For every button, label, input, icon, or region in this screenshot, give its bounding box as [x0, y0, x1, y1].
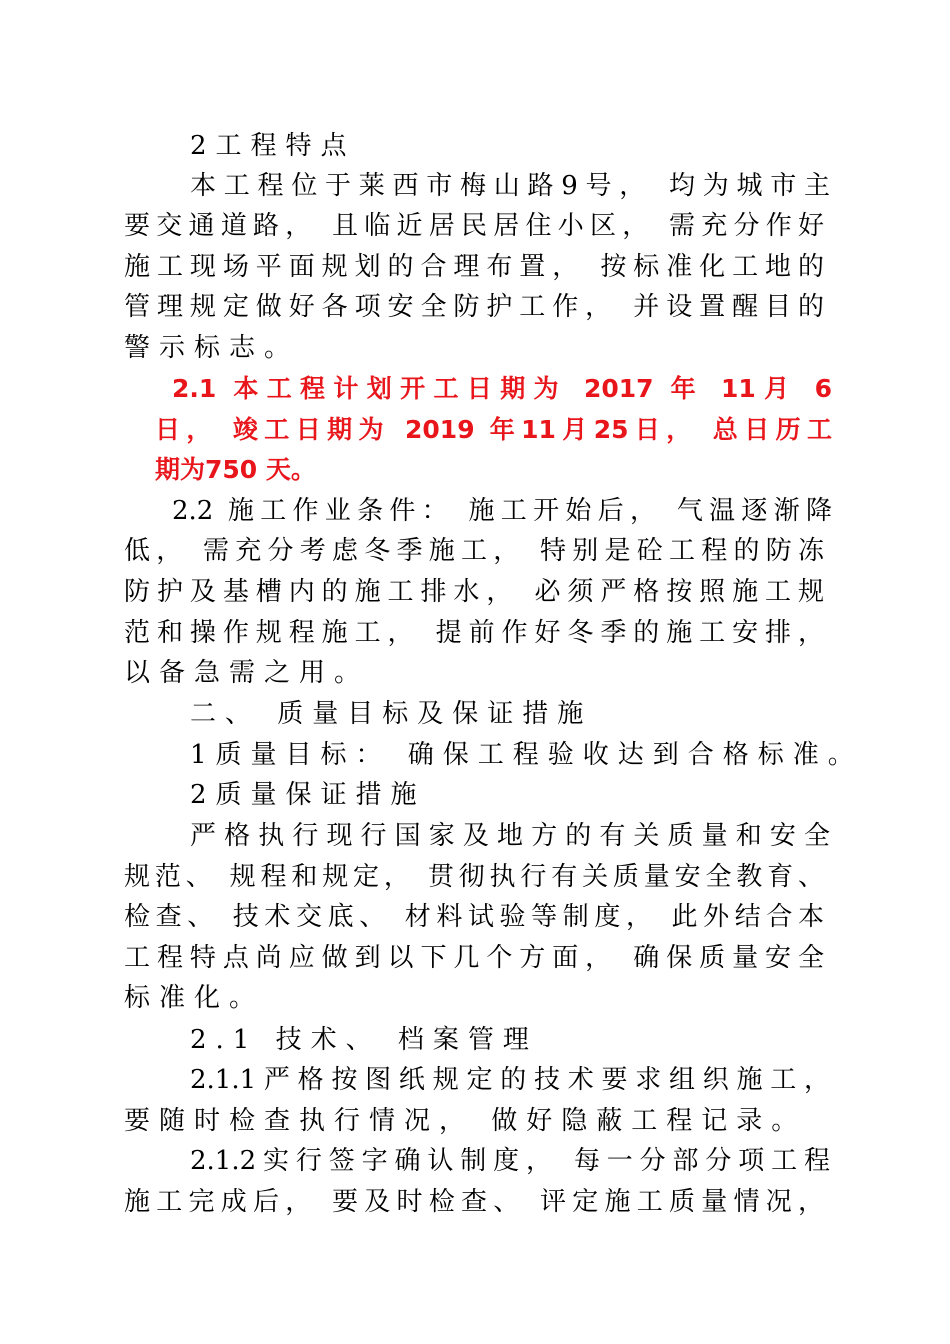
paragraph-line: 施工完成后， 要及时检查、 评定施工质量情况， [124, 1187, 824, 1217]
highlighted-schedule-line: 日， 竣工日期为 2019 年11月25日， 总日历工 [155, 415, 832, 444]
paragraph-line: 警示标志。 [124, 333, 300, 363]
paragraph-line: 范和操作规程施工， 提前作好冬季的施工安排， [124, 618, 824, 648]
paragraph-line: 2.1.2实行签字确认制度， 每一分部分项工程 [190, 1146, 830, 1176]
paragraph-line: 以备急需之用。 [124, 658, 370, 688]
paragraph-line: 标准化。 [124, 983, 265, 1013]
section-heading: 2.1 技术、 档案管理 [190, 1025, 538, 1055]
section-heading: 2工程特点 [190, 131, 356, 161]
section-heading: 2质量保证措施 [190, 780, 426, 810]
section-heading: 二、 质量目标及保证措施 [190, 699, 593, 729]
highlighted-schedule-line: 期为750 天。 [155, 455, 316, 484]
paragraph-line: 要随时检查执行情况， 做好隐蔽工程记录。 [124, 1106, 807, 1136]
paragraph-line: 要交通道路， 且临近居民居住小区， 需充分作好 [124, 211, 824, 241]
paragraph-line: 检查、 技术交底、 材料试验等制度， 此外结合本 [124, 902, 824, 932]
paragraph-line: 严格执行现行国家及地方的有关质量和安全 [190, 821, 830, 851]
paragraph-line: 防护及基槽内的施工排水， 必须严格按照施工规 [124, 577, 824, 607]
paragraph-line: 规范、 规程和规定， 贯彻执行有关质量安全教育、 [124, 862, 824, 892]
paragraph-line: 低， 需充分考虑冬季施工， 特别是砼工程的防冻 [124, 536, 824, 566]
highlighted-schedule-line: 2.1 本工程计划开工日期为 2017 年 11月 6 [172, 374, 832, 403]
paragraph-line: 本工程位于莱西市梅山路9号， 均为城市主 [190, 171, 830, 201]
paragraph-line: 1质量目标： 确保工程验收达到合格标准。 [190, 740, 863, 770]
paragraph-line: 管理规定做好各项安全防护工作， 并设置醒目的 [124, 292, 824, 322]
paragraph-line: 2.1.1严格按图纸规定的技术要求组织施工， [190, 1065, 830, 1095]
paragraph-line: 工程特点尚应做到以下几个方面， 确保质量安全 [124, 943, 824, 973]
paragraph-line: 2.2 施工作业条件： 施工开始后， 气温逐渐降 [172, 496, 832, 526]
paragraph-line: 施工现场平面规划的合理布置， 按标准化工地的 [124, 252, 824, 282]
